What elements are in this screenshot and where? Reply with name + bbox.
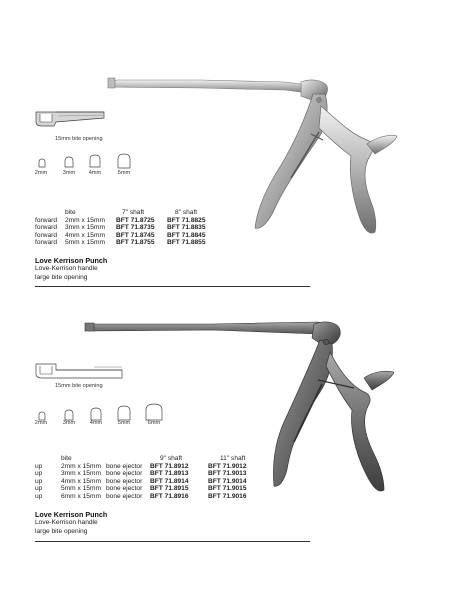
bite-opening-caption: 15mm bite opening [55,136,103,142]
table-row [35,478,246,486]
table-cell-direction: up [35,462,43,470]
section-divider [35,286,310,287]
table-cell-code: BFT 71.8914 [150,477,189,485]
table-header-bite: bite [61,455,72,462]
table-cell-bite: 5mm x 15mm [61,485,101,493]
table-cell-bite: 4mm x 15mm [61,477,101,485]
table-cell-feature: bone ejector [106,485,143,493]
table-cell-bite: 5mm x 15mm [65,239,105,247]
tip-shape-4mm-icon [88,154,102,168]
table-cell-feature: bone ejector [106,492,143,500]
table-header-row [35,455,246,463]
product-desc-line1: Love-Kerrison handle [35,519,98,526]
table-cell-direction: forward [35,239,57,247]
size-label-2mm: 2mm [34,420,48,426]
size-label-5mm: 5mm [117,420,131,426]
table-cell-direction: up [35,492,43,500]
table-cell-direction: up [35,470,43,478]
spec-table-forward [35,209,205,247]
table-cell-direction: forward [35,216,57,224]
table-cell-direction: up [35,485,43,493]
table-cell-code: BFT 71.8745 [116,231,155,239]
table-cell-code: BFT 71.8725 [116,216,155,224]
table-row [35,463,246,471]
tip-shape-3mm-icon [63,156,75,168]
table-cell-bite: 2mm x 15mm [65,216,105,224]
tip-shape-5mm-icon [116,405,132,421]
table-cell-code: BFT 71.8916 [150,492,189,500]
table-cell-feature: bone ejector [106,477,143,485]
table-cell-bite: 3mm x 15mm [61,470,101,478]
table-row [35,470,246,478]
bite-opening-caption: 15mm bite opening [55,383,103,389]
tip-detail-up [34,358,124,382]
table-cell-code: BFT 71.8913 [150,470,189,478]
table-header-cell [106,455,150,463]
product-desc-line2: large bite opening [35,528,88,535]
table-cell-code: BFT 71.8912 [150,462,189,470]
table-cell-code: BFT 71.8845 [167,231,206,239]
size-label-3mm: 3mm [62,420,76,426]
tip-shape-2mm-icon [37,158,47,168]
table-cell-code: BFT 71.8825 [167,216,206,224]
table-cell-feature: bone ejector [106,462,143,470]
table-row [35,217,205,225]
table-row [35,485,246,493]
tip-detail-forward [34,104,108,130]
spec-table-up [35,455,246,501]
product-desc-line1: Love-Kerrison handle [35,265,98,272]
table-cell-direction: forward [35,231,57,239]
table-header-7-shaft: 7" shaft [122,209,145,216]
table-cell-code: BFT 71.9016 [208,492,247,500]
tip-shape-6mm-icon [144,403,164,421]
table-cell-bite: 3mm x 15mm [65,224,105,232]
size-label-4mm: 4mm [88,170,102,176]
table-cell-bite: 6mm x 15mm [61,492,101,500]
table-cell-code: BFT 71.9013 [208,470,247,478]
table-cell-code: BFT 71.8735 [116,224,155,232]
table-header-cell [35,209,65,217]
table-row [35,232,205,240]
size-label-3mm: 3mm [62,170,76,176]
tip-shape-4mm-icon [89,407,103,421]
product-title: Love Kerrison Punch [35,256,108,265]
table-cell-direction: up [35,477,43,485]
size-label-5mm: 5mm [117,170,131,176]
table-cell-code: BFT 71.9014 [208,477,247,485]
table-cell-bite: 4mm x 15mm [65,231,105,239]
table-header-cell [35,455,61,463]
table-cell-code: BFT 71.8755 [116,239,155,247]
table-header-row [35,209,205,217]
table-row [35,239,205,247]
table-cell-code: BFT 71.8915 [150,485,189,493]
table-cell-feature: bone ejector [106,470,143,478]
table-header-8-shaft: 8" shaft [175,209,198,216]
size-label-2mm: 2mm [34,170,48,176]
table-header-11-shaft: 11" shaft [220,455,246,462]
table-cell-code: BFT 71.8835 [167,224,206,232]
table-row [35,493,246,501]
table-row [35,224,205,232]
tip-shape-5mm-icon [116,153,132,169]
product-desc-line2: large bite opening [35,274,88,281]
section-divider [35,541,310,542]
table-header-9-shaft: 9" shaft [160,455,183,462]
product-title: Love Kerrison Punch [35,510,108,519]
table-cell-code: BFT 71.9015 [208,485,247,493]
table-cell-code: BFT 71.9012 [208,462,247,470]
table-cell-bite: 2mm x 15mm [61,462,101,470]
table-header-bite: bite [65,209,76,216]
size-label-6mm: 6mm [147,420,161,426]
table-cell-code: BFT 71.8855 [167,239,206,247]
size-label-4mm: 4mm [89,420,103,426]
table-cell-direction: forward [35,224,57,232]
